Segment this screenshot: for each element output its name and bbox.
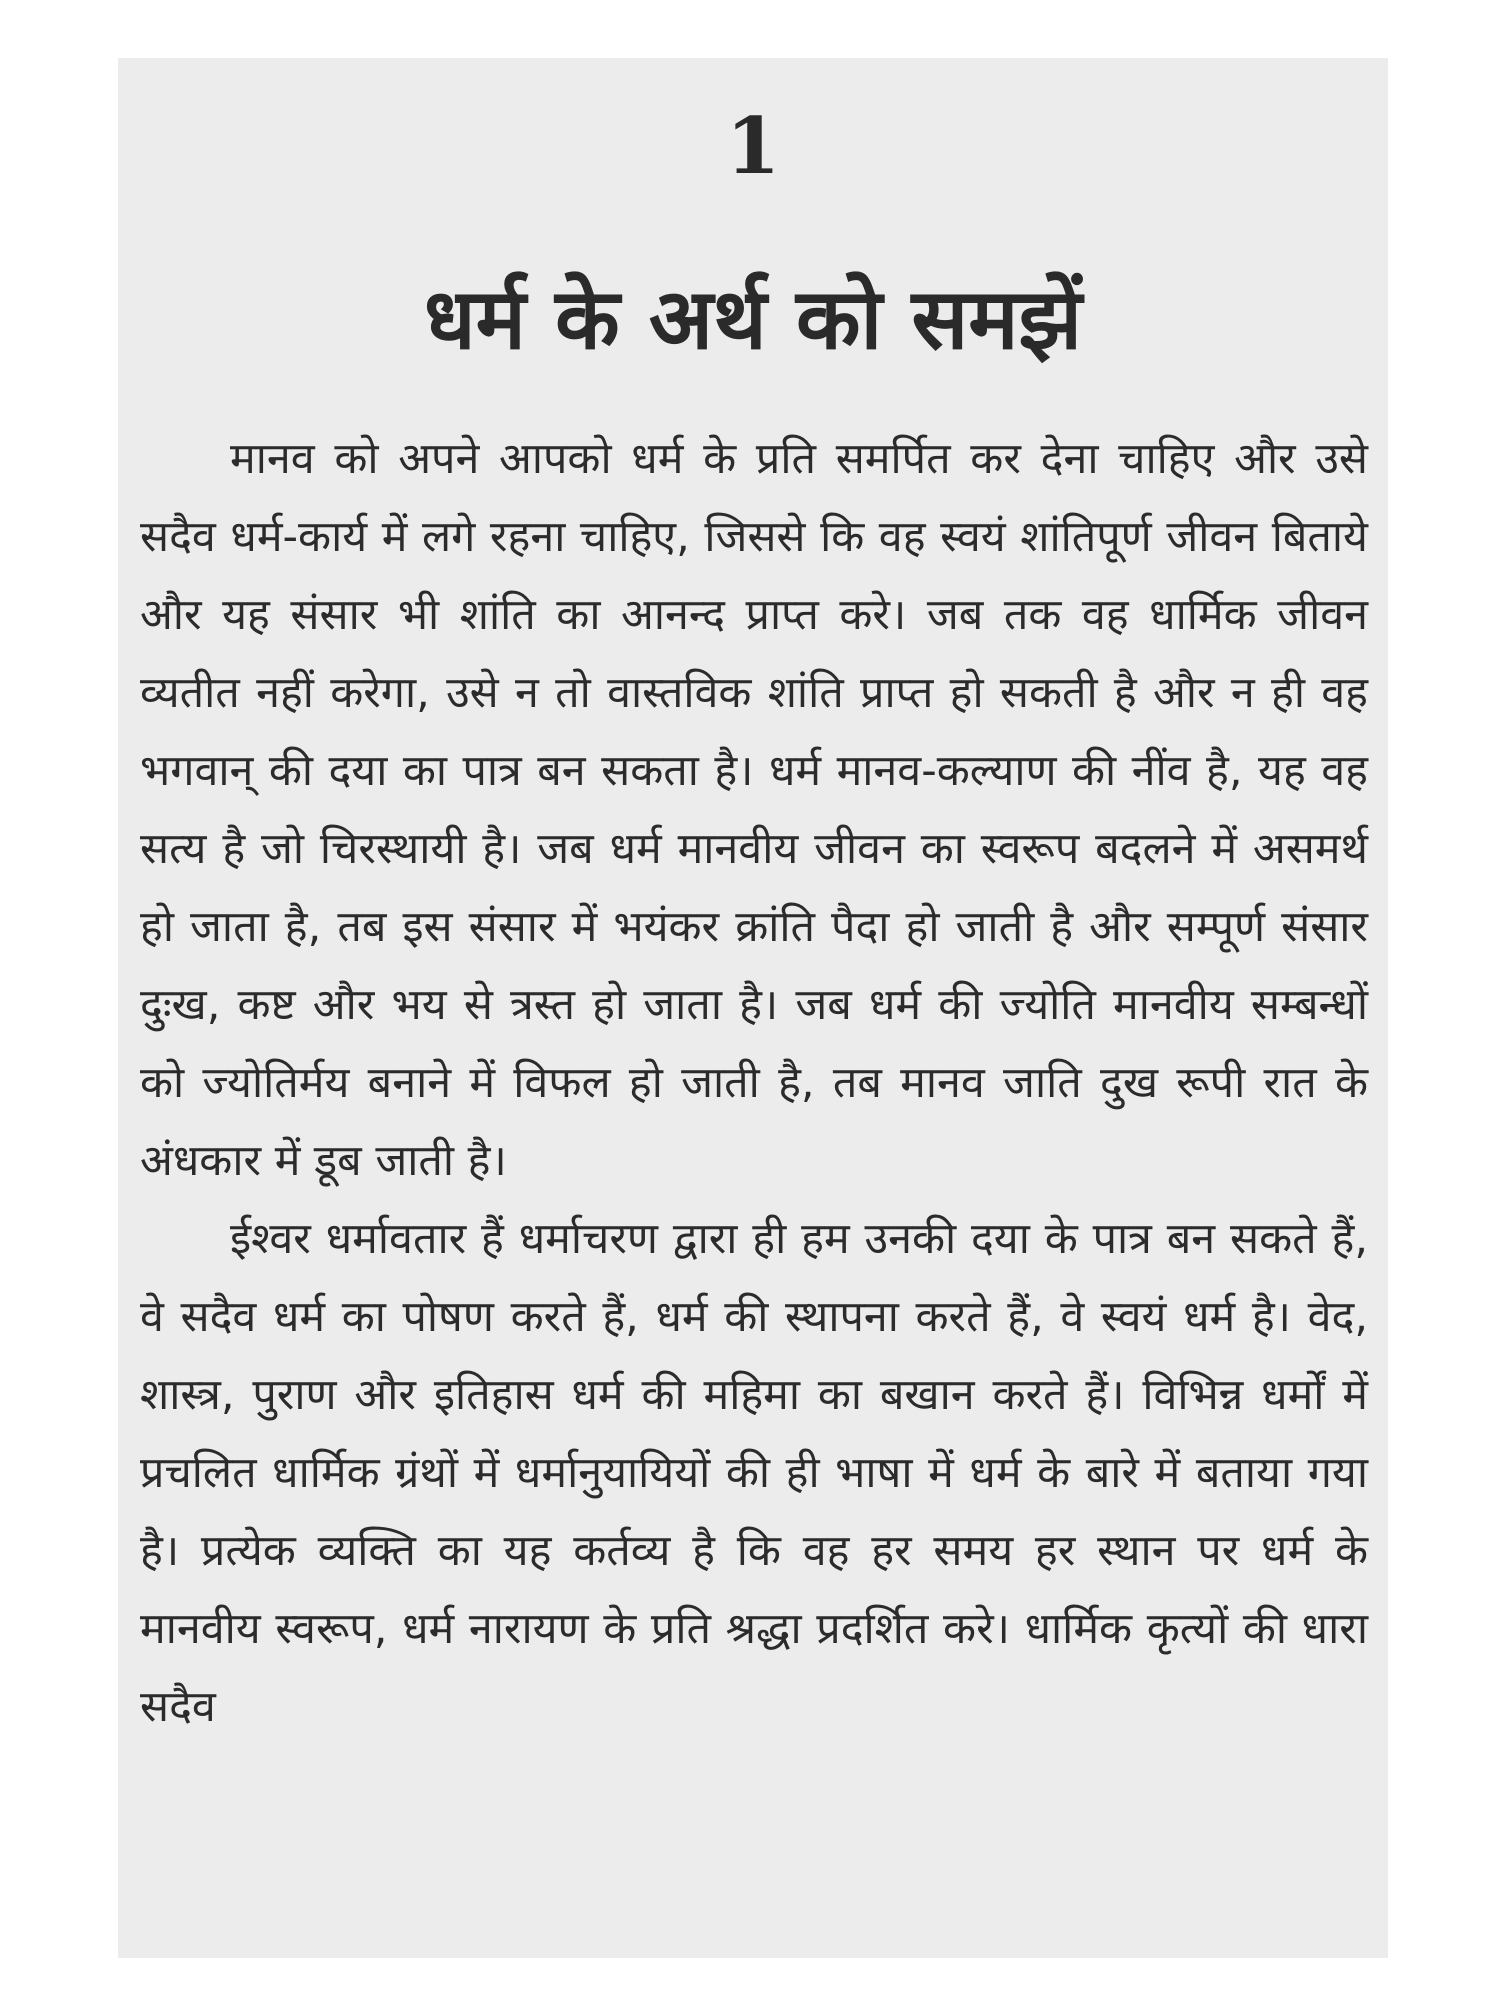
book-page [118,58,1388,1958]
body-text [140,420,1368,1746]
paragraph: ईश्वर धर्मावतार हैं धर्माचरण द्वारा ही हम उनकी दया के पात्र बन सकते हैं, वे सदैव धर्म का पोषण करते हैं, धर्म की स्थापना करते हैं, वे स्वयं धर्म है। वेद, शास्त्र, पुराण और इतिहास धर्म की महिमा का बखान करते हैं। विभिन्न धर्मों में प्रचलित धार्मिक ग्रंथों में धर्मानुयायियों की ही भाषा में धर्म के बारे में बताया गया है। प्रत्येक व्यक्ति का यह कर्तव्य है कि वह हर समय हर स्थान पर धर्म के मानवीय स्वरूप, धर्म नारायण के प्रति श्रद्धा प्रदर्शित करे। धार्मिक कृत्यों की धारा सदैव [140,1214,1368,1732]
paragraph: मानव को अपने आपको धर्म के प्रति समर्पित कर देना चाहिए और उसे सदैव धर्म-कार्य में लगे रहना चाहिए, जिससे कि वह स्वयं शांतिपूर्ण जीवन बिताये और यह संसार भी शांति का आनन्द प्राप्त करे। जब तक वह धार्मिक जीवन व्यतीत नहीं करेगा, उसे न तो वास्तविक शांति प्राप्त हो सकती है और न ही वह भगवान् की दया का पात्र बन सकता है। धर्म मानव-कल्याण की नींव है, यह वह सत्य है जो चिरस्थायी है। जब धर्म मानवीय जीवन का स्वरूप बदलने में असमर्थ हो जाता है, तब इस संसार में भयंकर क्रांति पैदा हो जाती है और सम्पूर्ण संसार दुःख, कष्ट और भय से त्रस्त हो जाता है। जब धर्म की ज्योति मानवीय सम्बन्धों को ज्योतिर्मय बनाने में विफल हो जाती है, तब मानव जाति दुख रूपी रात के अंधकार में डूब जाती है। [140,434,1368,1186]
chapter-title: धर्म के अर्थ को समझें [423,270,1083,368]
chapter-number: 1 [725,101,781,192]
